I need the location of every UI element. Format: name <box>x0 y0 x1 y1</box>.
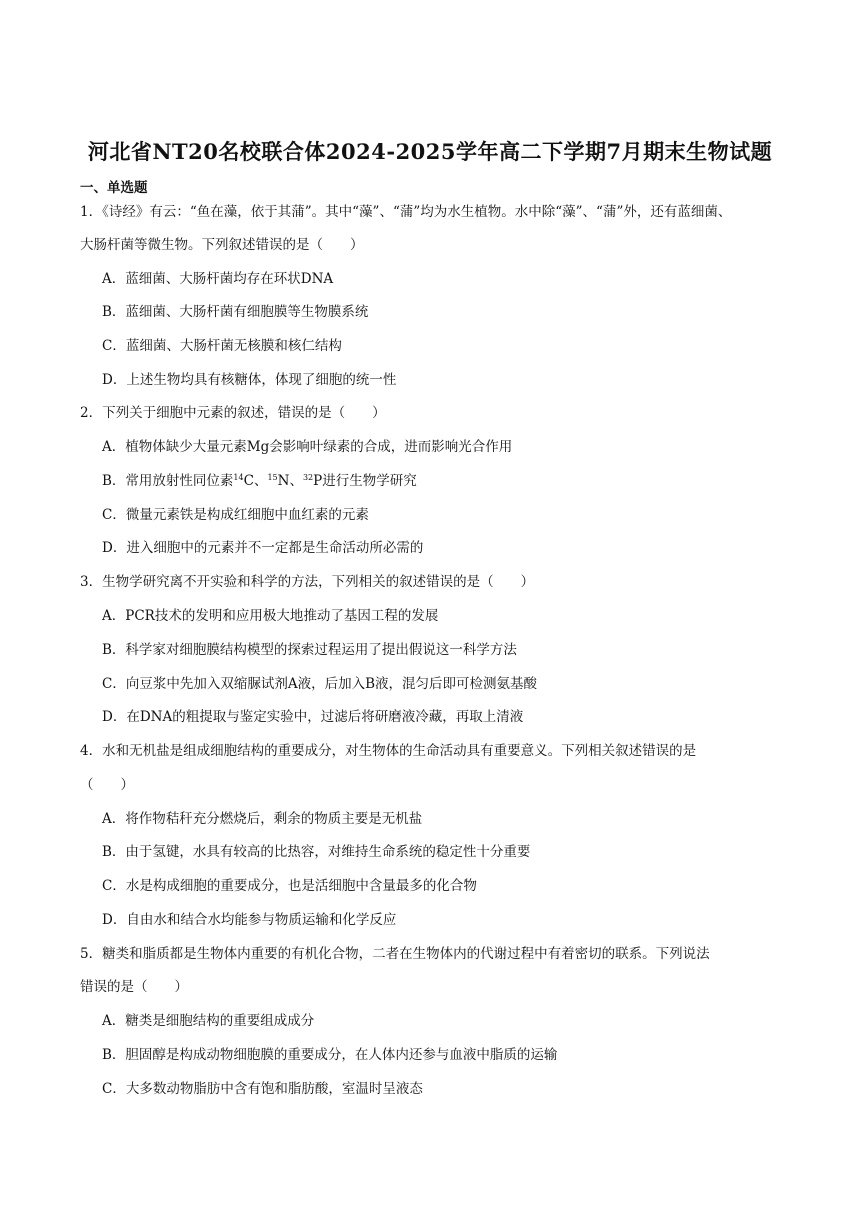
question-5-stem-line-1: 5．糖类和脂质都是生物体内重要的有机化合物，二者在生物体内的代谢过程中有着密切的联系。下列说法 <box>80 946 710 962</box>
isotope-mass-15: 15 <box>267 473 278 482</box>
question-2-option-b <box>102 472 417 490</box>
option-b-prefix: B．常用放射性同位素 <box>102 473 234 489</box>
question-4-option-b: B．由于氢键，水具有较高的比热容，对维持生命系统的稳定性十分重要 <box>102 844 531 860</box>
question-5-option-b: B．胆固醇是构成动物细胞膜的重要成分，在人体内还参与血液中脂质的运输 <box>102 1047 558 1063</box>
question-1-option-b: B．蓝细菌、大肠杆菌有细胞膜等生物膜系统 <box>102 304 369 320</box>
question-5-option-a: A．糖类是细胞结构的重要组成成分 <box>102 1013 315 1029</box>
question-2-option-d: D．进入细胞中的元素并不一定都是生命活动所必需的 <box>102 540 424 556</box>
question-2-option-a: A．植物体缺少大量元素Mg会影响叶绿素的合成，进而影响光合作用 <box>102 439 513 455</box>
question-4-option-d: D．自由水和结合水均能参与物质运输和化学反应 <box>102 912 397 928</box>
question-1-option-a: A．蓝细菌、大肠杆菌均存在环状DNA <box>102 271 334 287</box>
question-3-option-c: C．向豆浆中先加入双缩脲试剂A液，后加入B液，混匀后即可检测氨基酸 <box>102 676 537 692</box>
question-3-option-b: B．科学家对细胞膜结构模型的探索过程运用了提出假说这一科学方法 <box>102 642 517 658</box>
question-1-option-d: D．上述生物均具有核糖体，体现了细胞的统一性 <box>102 372 397 388</box>
question-4-stem-line-1: 4．水和无机盐是组成细胞结构的重要成分，对生物体的生命活动具有重要意义。下列相关叙述错误的是 <box>80 743 697 759</box>
question-3-option-a: A．PCR技术的发明和应用极大地推动了基因工程的发展 <box>102 608 439 624</box>
section-heading: 一、单选题 <box>80 180 148 196</box>
isotope-mass-14: 14 <box>233 473 244 482</box>
question-3-stem: 3．生物学研究离不开实验和科学的方法，下列相关的叙述错误的是（ ） <box>80 574 535 590</box>
question-3-option-d: D．在DNA的粗提取与鉴定实验中，过滤后将研磨液冷藏，再取上清液 <box>102 709 524 725</box>
question-5-stem-line-2: 错误的是（ ） <box>80 979 188 995</box>
question-5-option-c: C．大多数动物脂肪中含有饱和脂肪酸，室温时呈液态 <box>102 1081 423 1097</box>
question-2-option-c: C．微量元素铁是构成红细胞中血红素的元素 <box>102 507 369 523</box>
document-title: 河北省NT20名校联合体2024-2025学年高二下学期7月期末生物试题 <box>87 139 773 164</box>
question-1-stem-line-1: 1．《诗经》有云：“鱼在藻，依于其蒲”。其中“藻”、“蒲”均为水生植物。水中除“藻”、“蒲”外，还有蓝细菌、 <box>80 204 732 220</box>
question-4-stem-line-2: （ ） <box>80 777 134 793</box>
question-1-option-c: C．蓝细菌、大肠杆菌无核膜和核仁结构 <box>102 338 342 354</box>
question-4-option-c: C．水是构成细胞的重要成分，也是活细胞中含量最多的化合物 <box>102 878 477 894</box>
isotope-symbol-n: N、 <box>277 473 303 489</box>
question-4-option-a: A．将作物秸秆充分燃烧后，剩余的物质主要是无机盐 <box>102 811 423 827</box>
question-2-stem: 2．下列关于细胞中元素的叙述，错误的是（ ） <box>80 405 386 421</box>
isotope-symbol-c: C、 <box>243 473 268 489</box>
question-1-stem-line-2: 大肠杆菌等微生物。下列叙述错误的是（ ） <box>80 237 364 253</box>
isotope-mass-32: 32 <box>302 473 314 482</box>
isotope-symbol-p: P进行生物学研究 <box>313 473 417 489</box>
